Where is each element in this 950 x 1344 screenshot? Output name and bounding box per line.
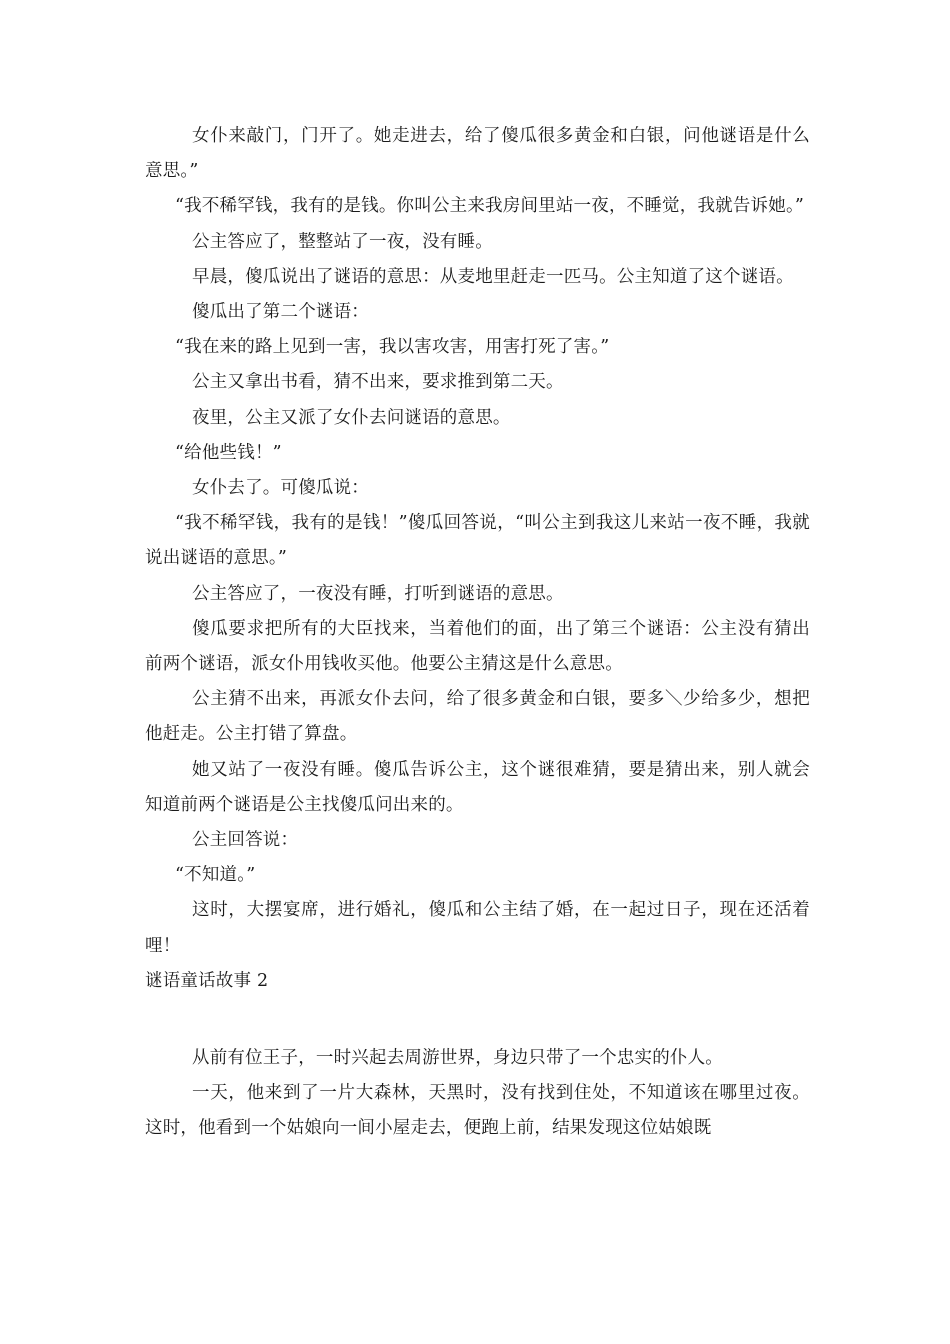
paragraph: 她又站了一夜没有睡。傻瓜告诉公主，这个谜很难猜，要是猜出来，别人就会知道前两个谜语是公主找傻瓜问出来的。 [145,759,810,815]
section-spacer [145,999,810,1041]
paragraph: 傻瓜出了第二个谜语： [192,302,369,323]
paragraph: 公主答应了，整整站了一夜，没有睡。 [192,231,493,252]
paragraph: 一天，他来到了一片大森林，天黑时，没有找到住处，不知道该在哪里过夜。这时，他看到一个姑娘向一间小屋走去，便跑上前，结果发现这位姑娘既 [145,1083,810,1139]
paragraph: 女仆来敲门，门开了。她走进去，给了傻瓜很多黄金和白银，问他谜语是什么意思。” [145,126,810,182]
paragraph: “不知道。” [175,865,256,886]
document-page [145,119,810,1147]
paragraph: 公主回答说： [192,830,299,851]
paragraph: 这时，大摆宴席，进行婚礼，傻瓜和公主结了婚，在一起过日子，现在还活着哩！ [145,900,810,956]
paragraph: “我在来的路上见到一害，我以害攻害，用害打死了害。” [175,337,610,358]
section-title: 谜语童话故事 2 [145,970,269,991]
paragraph: 公主猜不出来，再派女仆去问，给了很多黄金和白银，要多＼少给多少，想把他赶走。公主打错了算盘。 [145,689,810,745]
paragraph: “我不稀罕钱，我有的是钱。你叫公主来我房间里站一夜，不睡觉，我就告诉她。” [175,196,805,217]
paragraph: 公主答应了，一夜没有睡，打听到谜语的意思。 [192,583,564,604]
paragraph: “给他些钱！” [175,442,282,463]
paragraph: 傻瓜要求把所有的大臣找来，当着他们的面，出了第三个谜语：公主没有猜出前两个谜语，派女仆用钱收买他。他要公主猜这是什么意思。 [145,618,810,675]
paragraph: “我不稀罕钱，我有的是钱！”傻瓜回答说，“叫公主到我这儿来站一夜不睡，我就说出谜语的意思。” [145,513,810,569]
paragraph: 早晨，傻瓜说出了谜语的意思：从麦地里赶走一匹马。公主知道了这个谜语。 [192,266,794,287]
paragraph: 女仆去了。可傻瓜说： [192,478,369,499]
paragraph: 从前有位王子，一时兴起去周游世界，身边只带了一个忠实的仆人。 [192,1048,723,1069]
paragraph: 夜里，公主又派了女仆去问谜语的意思。 [192,407,511,428]
paragraph: 公主又拿出书看，猜不出来，要求推到第二天。 [192,372,564,393]
